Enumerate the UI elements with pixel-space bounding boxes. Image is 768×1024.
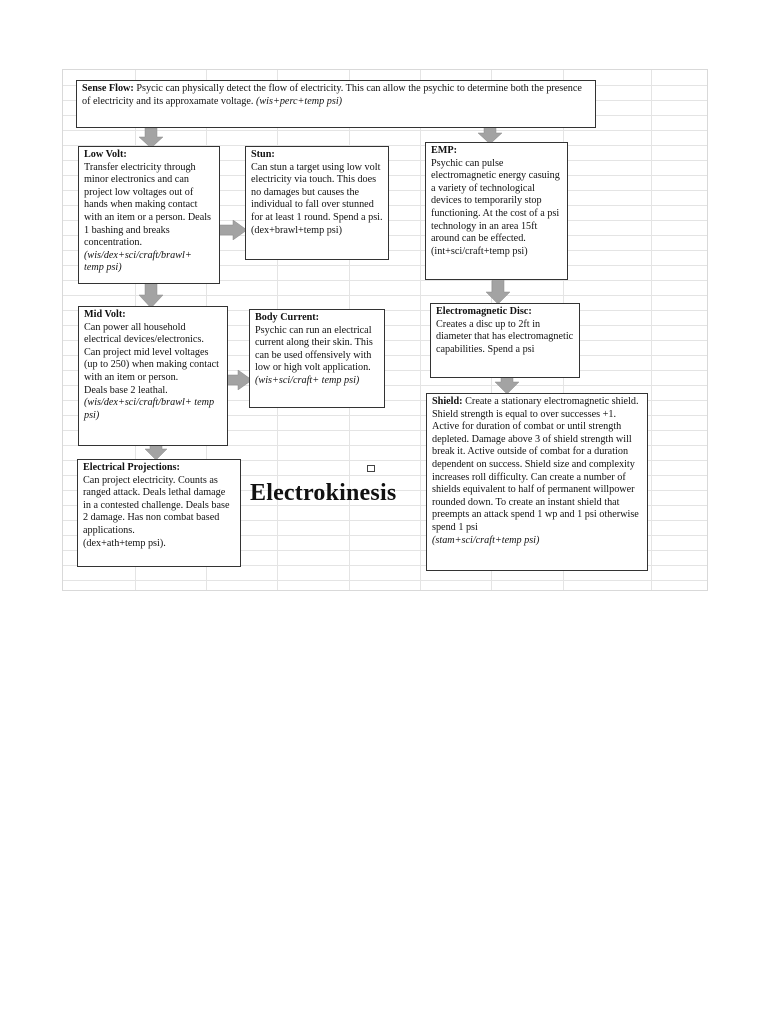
grid-line (63, 580, 707, 581)
node-formula: (wis/dex+sci/craft/brawl+ temp psi) (84, 397, 215, 421)
node-mid-volt (78, 306, 228, 446)
node-formula: (wis/dex+sci/craft/brawl+ temp psi) (84, 249, 192, 274)
node-text: Can stun a target using low volt electricity via touch. This does no damages but causes the individual to fall over stunned for at least 1 round. Spend a psi. (251, 161, 383, 223)
node-text: Transfer electricity through minor electronics and can project low voltages out of hands when making contact with an item or a person. Deals 1 bashing and breaks concentration. (84, 161, 212, 249)
diagram-title: Electrokinesis (250, 480, 397, 506)
node-electromagnetic-disc (430, 303, 580, 378)
node-formula: (stam+sci/craft+temp psi) (432, 534, 540, 546)
node-sense-flow (76, 80, 596, 128)
node-formula: (wis+sci/craft+ temp psi) (255, 374, 360, 386)
node-text: Create a stationary electromagnetic shield. Shield strength is equal to over successes +1. Active for duration of combat or until strength depleted. Damage above 3 of shield strength will break it. Active outside of combat for a duration dependent on success. Shield size and complexity increases roll difficulty. Can create a number of shields equivalent to half of permanent willpower rounded down. To create an instant shield that preempts an attack spend 1 wp and 1 psi otherwise spend 1 psi (432, 396, 639, 533)
node-formula: (dex+brawl+temp psi) (251, 224, 342, 236)
node-text: Can power all household electrical devices/electronics. Can project mid level voltages (up to 250) when making contact with an item or person. (84, 321, 219, 383)
node-heading: Shield: (432, 396, 463, 407)
node-text: Can project electricity. Counts as ranged attack. Deals lethal damage in a contested challenge. Deals base 2 damage. Has non combat based applications. (83, 474, 230, 536)
node-text: Creates a disc up to 2ft in diameter that has electromagnetic capabilities. Spend a psi (436, 318, 574, 355)
node-text: Psychic can run an electrical current along their skin. This can be used offensively with low or high volt application. (255, 324, 373, 374)
node-electrical-projections (77, 459, 241, 567)
node-low-volt (78, 146, 220, 284)
node-heading: Stun: (251, 149, 275, 160)
node-shield (426, 393, 648, 571)
grid-line (420, 70, 421, 590)
grid-line (651, 70, 652, 590)
node-stun (245, 146, 389, 260)
node-text: Psychic can pulse electromagnetic energy casuing a variety of technological devices to temporarily stop functioning. At the cost of a psi technology in an area 15ft around can be effected. (431, 157, 560, 245)
node-heading: Mid Volt: (84, 309, 126, 320)
node-formula: (wis+perc+temp psi) (255, 95, 343, 107)
node-heading: Low Volt: (84, 149, 127, 160)
node-heading: Electrical Projections: (83, 462, 180, 473)
node-heading: EMP: (431, 145, 458, 156)
arrow-sense-to-low (139, 128, 163, 148)
arrow-emp-to-disc (486, 278, 510, 304)
node-body-current (249, 309, 385, 408)
node-formula: (int+sci/craft+temp psi) (431, 245, 528, 257)
node-heading: Electromagnetic Disc: (436, 306, 532, 317)
small-square-marker (367, 465, 375, 472)
node-text-2: Deals base 2 leathal. (84, 384, 168, 396)
node-text: Psycic can physically detect the flow of electricity. This can allow the psychic to determine both the presence of electricity and its approxamate voltage. (82, 83, 582, 107)
node-formula: (dex+ath+temp psi). (83, 537, 166, 549)
node-emp (425, 142, 568, 280)
node-heading: Body Current: (255, 312, 320, 323)
node-heading: Sense Flow: (82, 83, 134, 94)
